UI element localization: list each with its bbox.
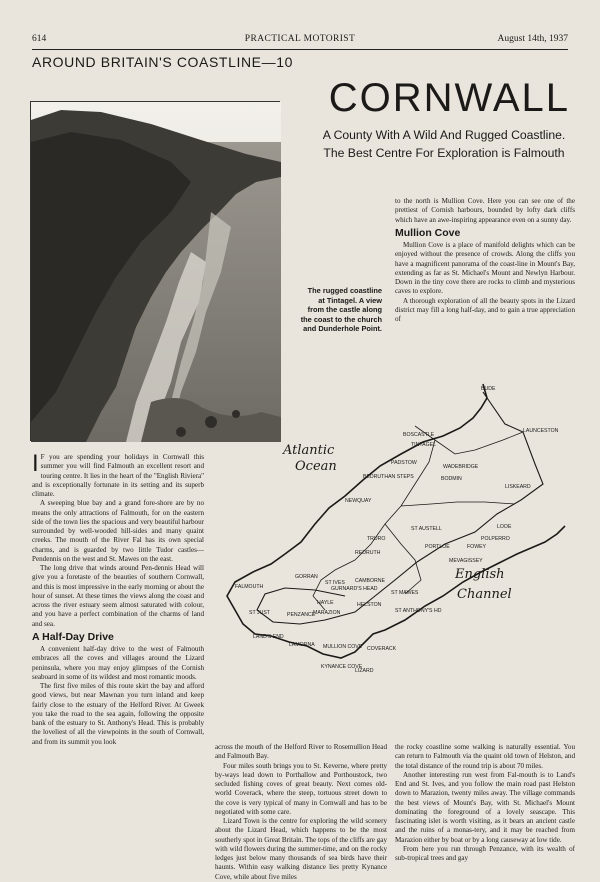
map-place-label: HAYLE [317,600,334,606]
map-place-label: CAMBORNE [355,578,385,584]
header-rule [32,49,568,50]
map-place-label: PORTLOE [425,544,450,550]
map-place-label: FOWEY [467,544,487,550]
sea-label-channel-2: Channel [457,587,512,602]
paragraph: Four miles south brings you to St. Keverne, where pretty by-ways lead down to Porthallow and Porthoustock, two secluded fishing coves of great beauty. Next comes old-world Coverack, where the steep, tortuous street down to the cove is very typical of many in Cornwall and has to be negotiated with some care. [215,761,387,816]
map-place-label: NEWQUAY [345,498,372,504]
running-head [32,34,568,48]
map-place-label: ST AUSTELL [411,526,442,532]
map-place-label: ST JUST [249,610,270,616]
column-middle [215,743,387,882]
section-heading-half-day: A Half-Day Drive [32,630,114,643]
map-place-label: REDRUTH [355,550,381,556]
route-map [205,384,585,740]
map-place-label: LAUNCESTON [523,428,559,434]
map-place-label: HELSTON [357,602,382,608]
section-heading-mullion: Mullion Cove [395,226,461,239]
paragraph: across the mouth of the Helford River to Rosemullion Head and Falmouth Bay. [215,743,387,761]
map-place-label: WADEBRIDGE [443,464,479,470]
map-place-label: ST ANTHONY'S HD [395,608,442,614]
map-place-label: TRURO [367,536,386,542]
paragraph: Lizard Town is the centre for exploring the wild scenery about the Lizard Head, which happens to be the most southerly spot in Great Britain. The tops of the cliffs are gay with wild flowers during the summer-time, and on the rocky ledges just below many thousands of sea birds have their haunts. Within easy walking distance lies pretty Kynance Cove, while about five miles [215,817,387,881]
drop-cap: I [32,450,39,477]
map-place-label: TINTAGEL [411,442,436,448]
map-place-label: ST MAWES [391,590,419,596]
column-right-top [395,197,575,324]
map-place-label: POLPERRO [481,536,510,542]
map-place-label: LAND'S END [253,634,284,640]
paragraph: Mullion Cove is a place of manifold delights which can be enjoyed without the presence of crowds. Along the cliffs you have a magnificent panorama of the coast-line in Mount's Bay, extending as far as St. Michael's Mount and Newlyn Harbour. Down in the tiny cove there are rocks to climb and mysterious caves to explore. [395,241,575,296]
map-place-label: PADSTOW [391,460,417,466]
map-place-label: GORRAN [295,574,318,580]
paragraph: A thorough exploration of all the beauty spots in the Lizard district may fill a long half-day, and to gain a true appreciation of [395,296,575,323]
map-place-label: BEDRUTHAN STEPS [363,474,414,480]
paragraph: From here you run through Penzance, with its wealth of sub-tropical trees and gay [395,844,575,862]
paragraph: A convenient half-day drive to the west of Falmouth embraces all the coves and villages around the Lizard peninsula, where you may enjoy glimpses of the Cornish seaboard in some of its wildest and most romantic moods. [32,645,204,681]
map-place-label: BUDE [481,386,496,392]
series-title: AROUND BRITAIN'S COASTLINE—10 [32,54,293,70]
map-place-label: LOOE [497,524,512,530]
paragraph: to the north is Mullion Cove. Here you can see one of the prettiest of Cornish harbours, bounded by lofty dark cliffs which have an awe-inspiring appearance even on a sunny day. [395,197,575,224]
map-place-label: MEVAGISSEY [449,558,483,564]
paragraph: the rocky coastline some walking is naturally essential. You can return to Falmouth via the quaint old town of Helston, and the total distance of the round trip is about 70 miles. [395,743,575,770]
page-number: 614 [32,34,47,44]
column-left [32,450,204,747]
map-place-label: MARAZION [313,610,341,616]
photo-caption: The rugged coastline at Tintagel. A view from the castle along the coast to the church and Dunderhole Point. [300,286,382,334]
article-subhead: A County With A Wild And Rugged Coastline. The Best Centre For Exploration is Falmouth [322,128,566,160]
map-place-label: FALMOUTH [235,584,264,590]
map-place-label: BODMIN [441,476,462,482]
column-right-bottom [395,743,575,863]
issue-date: August 14th, 1937 [497,34,568,44]
map-place-label: KYNANCE COVE [321,664,363,670]
magazine-title: PRACTICAL MOTORIST [244,34,356,44]
sea-label-atlantic-1: Atlantic [283,443,335,458]
map-place-label: LISKEARD [505,484,531,490]
map-place-label: GURNARD'S HEAD [331,586,378,592]
paragraph: The long drive that winds around Pen-dennis Head will give you a foretaste of the beauties of southern Cornwall, and this is most impressive in the early morning or about the hour of sunset. At these times the views along the coast and across the river estuary seem almost saturated with colour, and you have a perfect combination of the charms of land and sea. [32,564,204,628]
paragraph: The first five miles of this route skirt the bay and afford good views, but near Mawnan you turn inland and keep fairly close to the estuary of the Helford River. At Gweek you take the road to the sea again, following the opposite bank of the estuary to St. Anthony's Head. This is probably the loveliest of all the viewpoints in the south of Cornwall, and from its summit you look [32,682,204,746]
map-place-label: COVERACK [367,646,397,652]
paragraph: A sweeping blue bay and a grand fore-shore are by no means the only attractions of Falmouth, for on the eastern side of the town lies the spacious and very beautiful harbour surrounded by well-wooded hill-sides and many quaint creeks. The mouth of the River Fal has its own special charms, and is guarded by two little Tudor castles—Pendennis on the west and St. Mawes on the east. [32,499,204,563]
map-place-label: BOSCASTLE [403,432,435,438]
sea-label-atlantic-2: Ocean [295,459,337,474]
coastline-outline [227,384,565,658]
article-headline: CORNWALL [328,76,570,120]
map-place-label: ST IVES [325,580,345,586]
map-place-label: LAMORNA [289,642,315,648]
sea-label-channel-1: English [455,567,505,582]
map-place-label: MULLION COVE [323,644,363,650]
intro-paragraph: I F you are spending your holidays in Cornwall this summer you will find Falmouth an excellent resort and touring centre. It lies in the heart of the "English Riviera" and is exceptionally fortunate in its setting and its superb climate. [32,450,204,498]
map-place-labels [235,386,559,674]
map-place-label: PENZANCE [287,612,316,618]
map-place-label: LIZARD [355,668,374,674]
paragraph: Another interesting run west from Fal-mouth is to Land's End and St. Ives, and you follow the main road past Helston down to Marazion, twenty miles away. The village commands the best views of Mount's Bay, with St. Michael's Mount dominating the foreground of a lovely seascape. This fascinating islet is worth visiting, as it bears an ancient castle and the ruins of a monas-tery, and it may be reached from Marazion either by boat or by a long causeway at low tide. [395,770,575,844]
